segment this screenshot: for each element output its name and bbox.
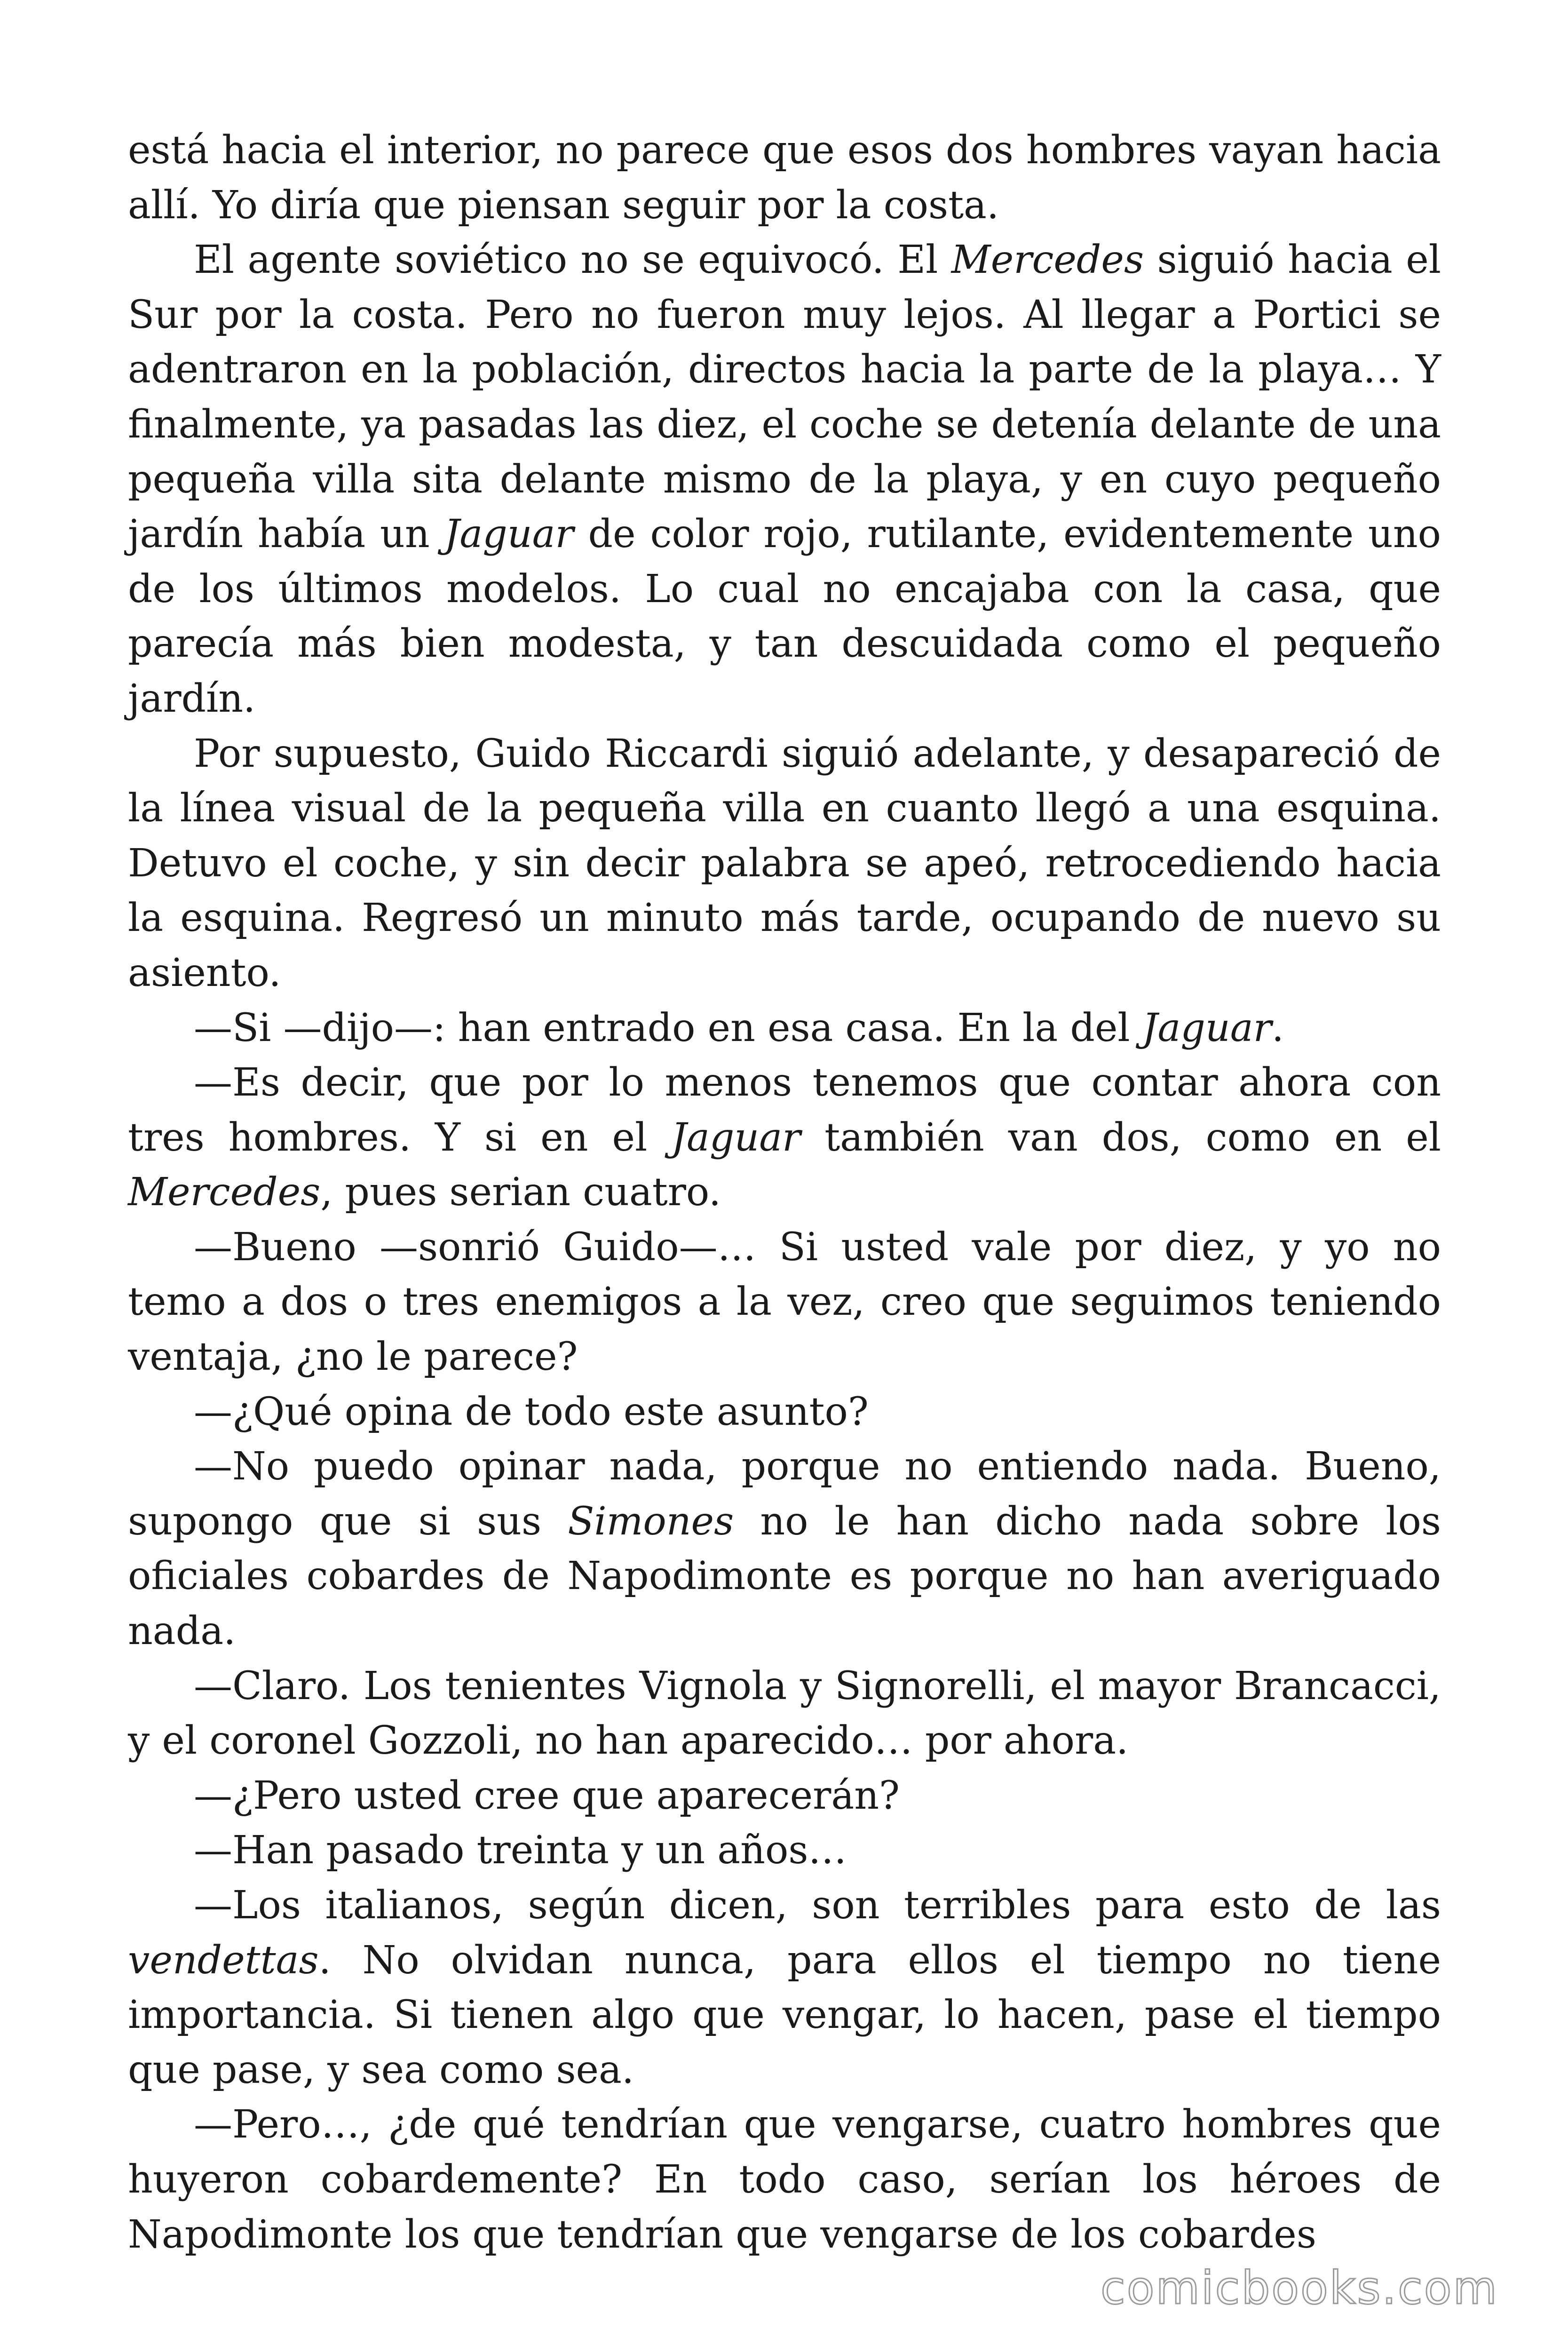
dialogue-line: —Claro. Los tenientes Vignola y Signorelli, el mayor Brancacci, y el coronel Gozzoli, no han aparecido… por ahora. (128, 1663, 1441, 1764)
book-page-body (128, 123, 1441, 2262)
italic-term: Mercedes (128, 1170, 321, 1215)
dialogue-line: —Es decir, que por lo menos tenemos que contar ahora con tres hombres. Y si en el Jaguar también van dos, como en el Mercedes, pues serian cuatro. (128, 1060, 1441, 1215)
paragraph: El agente soviético no se equivocó. El Mercedes siguió hacia el Sur por la costa. Pero no fueron muy lejos. Al llegar a Portici se adentraron en la población, directos hacia la parte de la playa… Y finalmente, ya pasadas las diez, el coche se detenía delante de una pequeña villa sita delante mismo de la playa, y en cuyo pequeño jardín había un Jaguar de color rojo, rutilante, evidentemente uno de los últimos modelos. Lo cual no encajaba con la casa, que parecía más bien modesta, y tan descuidada como el pequeño jardín. (128, 238, 1441, 721)
italic-term: vendettas (128, 1938, 319, 1983)
dialogue-line: —Si —dijo—: han entrado en esa casa. En la del Jaguar. (194, 1005, 1284, 1050)
dialogue-line: —¿Pero usted cree que aparecerán? (194, 1773, 900, 1818)
italic-term: Jaguar (671, 1115, 801, 1160)
italic-term: Mercedes (951, 238, 1144, 283)
paragraph: está hacia el interior, no parece que esos dos hombres vayan hacia allí. Yo diría que piensan seguir por la costa. (128, 128, 1441, 228)
paragraph: Por supuesto, Guido Riccardi siguió adelante, y desapareció de la línea visual de la pequeña villa en cuanto llegó a una esquina. Detuvo el coche, y sin decir palabra se apeó, retrocediendo hacia la esquina. Regresó un minuto más tarde, ocupando de nuevo su asiento. (128, 731, 1441, 995)
watermark: comicbooks.com (1100, 2262, 1498, 2314)
dialogue-line: —Los italianos, según dicen, son terribles para esto de las vendettas. No olvidan nunca, para ellos el tiempo no tiene importancia. Si tienen algo que vengar, lo hacen, pase el tiempo que pase, y sea como sea. (128, 1883, 1441, 2092)
italic-term: Jaguar (444, 512, 574, 557)
dialogue-line: —No puedo opinar nada, porque no entiendo nada. Bueno, supongo que si sus Simones no le han dicho nada sobre los oficiales cobardes de Napodimonte es porque no han averiguado nada. (128, 1444, 1441, 1654)
italic-term: Simones (568, 1499, 734, 1544)
italic-term: Jaguar (1142, 1005, 1272, 1050)
dialogue-line: —Pero…, ¿de qué tendrían que vengarse, cuatro hombres que huyeron cobardemente? En todo caso, serían los héroes de Napodimonte los que tendrían que vengarse de los cobardes (128, 2102, 1441, 2257)
dialogue-line: —Bueno —sonrió Guido—… Si usted vale por diez, y yo no temo a dos o tres enemigos a la vez, creo que seguimos teniendo ventaja, ¿no le parece? (128, 1224, 1441, 1380)
dialogue-line: —Han pasado treinta y un años… (194, 1828, 847, 1873)
dialogue-line: —¿Qué opina de todo este asunto? (194, 1389, 869, 1434)
